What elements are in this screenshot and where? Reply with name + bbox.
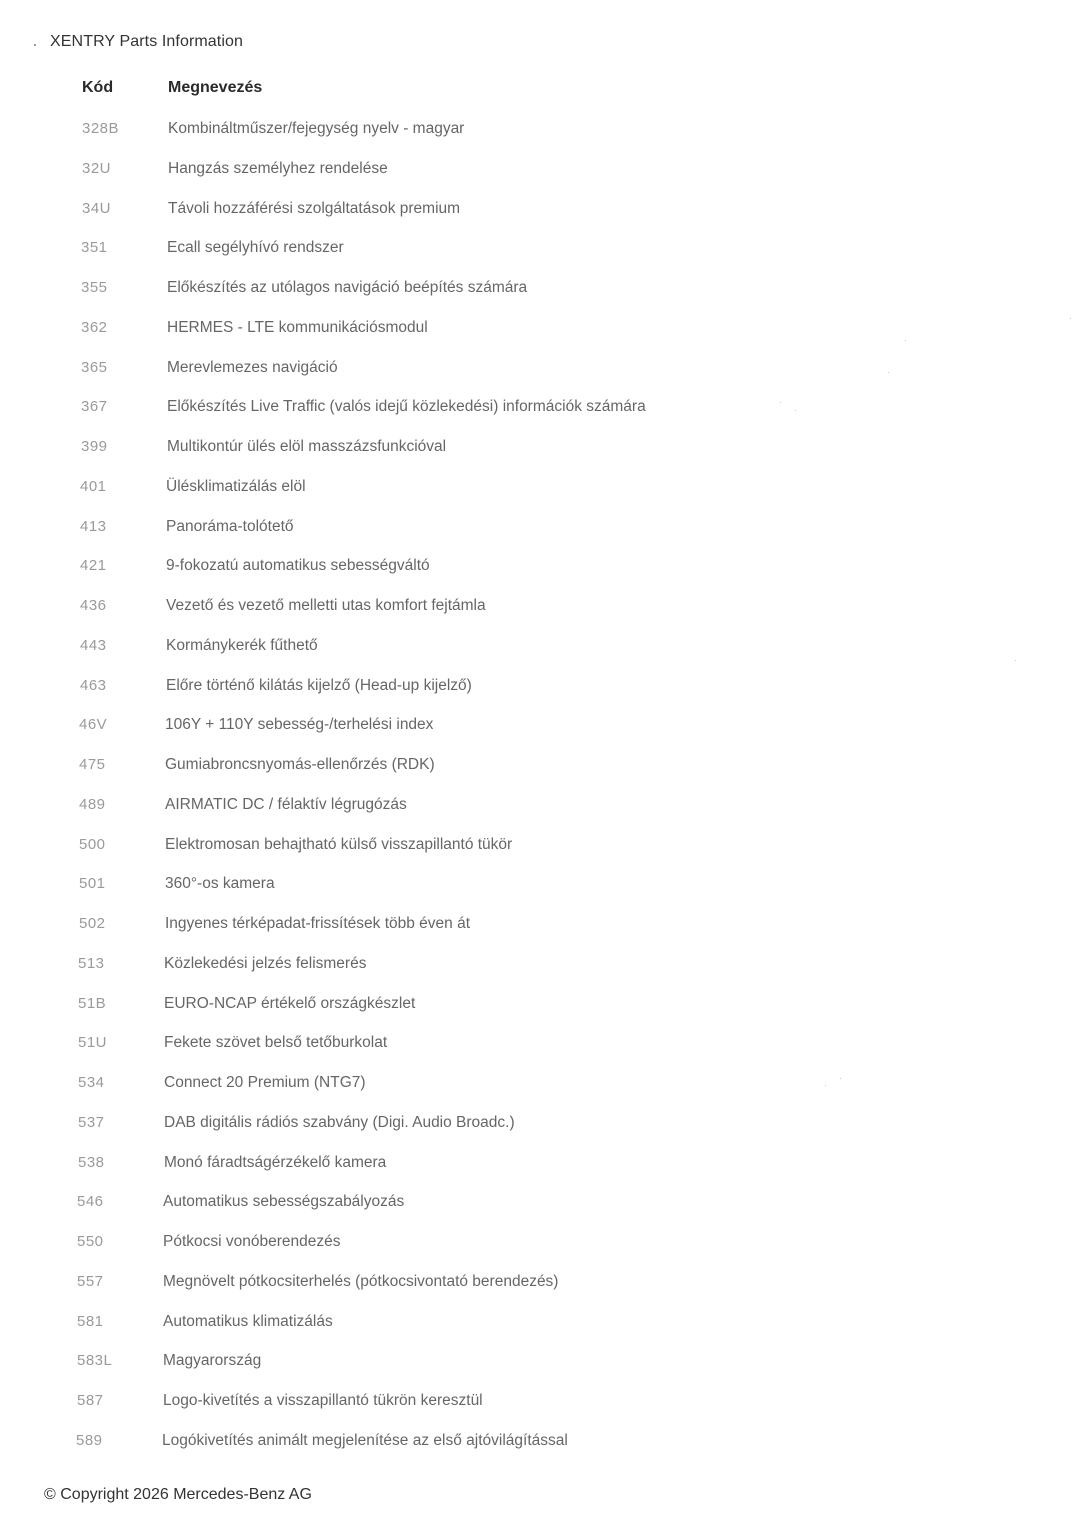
option-code: 538: [78, 1153, 105, 1171]
option-code: 46V: [79, 716, 108, 734]
option-name: Logo-kivetítés a visszapillantó tükrön keresztül: [163, 1392, 483, 1409]
option-name: Merevlemezes navigáció: [167, 358, 338, 376]
scan-speck: [1015, 660, 1016, 661]
scan-speck: [840, 1078, 841, 1079]
table-row: [0, 597, 1086, 637]
option-name: 9-fokozatú automatikus sebességváltó: [166, 557, 430, 575]
table-row: [0, 279, 1086, 319]
option-name: DAB digitális rádiós szabvány (Digi. Audio Broadc.): [164, 1113, 515, 1131]
column-header-code: Kód: [82, 79, 114, 96]
scan-speck: [1070, 318, 1071, 319]
table-row: [0, 518, 1086, 558]
table-row: [0, 1154, 1086, 1194]
option-name: Monó fáradtságérzékelő kamera: [164, 1153, 387, 1171]
option-name: Logókivetítés animált megjelenítése az első ajtóvilágítással: [162, 1431, 568, 1449]
option-code: 502: [79, 915, 106, 932]
column-header-name: Megnevezés: [168, 79, 263, 96]
option-code: 413: [80, 517, 107, 535]
option-name: AIRMATIC DC / félaktív légrugózás: [165, 795, 407, 813]
option-code: 351: [81, 239, 108, 257]
page-header-title: XENTRY Parts Information: [50, 33, 243, 50]
option-name: Előkészítés Live Traffic (valós idejű közlekedési) információk számára: [167, 398, 646, 416]
option-code: 399: [81, 438, 108, 455]
table-row: [0, 239, 1086, 279]
table-row: [0, 120, 1086, 160]
table-row: [0, 836, 1086, 876]
table-row: [0, 875, 1086, 915]
option-name: Gumiabroncsnyomás-ellenőrzés (RDK): [165, 756, 435, 773]
option-code: 501: [79, 875, 106, 893]
copyright-footer: © Copyright 2026 Mercedes-Benz AG: [44, 1486, 312, 1503]
option-name: Közlekedési jelzés felismerés: [164, 954, 367, 972]
scan-speck: [888, 372, 889, 373]
option-code: 355: [81, 279, 108, 296]
option-name: Megnövelt pótkocsiterhelés (pótkocsivontató berendezés): [163, 1272, 559, 1290]
table-row: [0, 1313, 1086, 1353]
option-code: 546: [77, 1193, 104, 1211]
option-code: 550: [77, 1233, 104, 1250]
option-code: 362: [81, 318, 108, 336]
option-code: 463: [80, 676, 107, 694]
option-code: 589: [76, 1431, 103, 1449]
table-row: [0, 637, 1086, 677]
option-name: EURO-NCAP értékelő országkészlet: [164, 994, 416, 1012]
option-code: 587: [77, 1392, 104, 1409]
option-name: Magyarország: [163, 1352, 262, 1370]
option-code: 537: [78, 1113, 105, 1131]
option-name: Hangzás személyhez rendelése: [168, 159, 388, 177]
table-row: [0, 1273, 1086, 1313]
option-name: Panoráma-tolótető: [166, 517, 294, 535]
table-row: [0, 438, 1086, 478]
option-code: 581: [77, 1312, 104, 1330]
option-name: Ecall segélyhívó rendszer: [167, 239, 344, 257]
table-row: [0, 1432, 1086, 1472]
table-row: [0, 200, 1086, 240]
option-code: 513: [78, 954, 105, 972]
table-body: [0, 120, 1086, 1472]
option-name: Connect 20 Premium (NTG7): [164, 1074, 366, 1091]
option-name: 106Y + 110Y sebesség-/terhelési index: [165, 716, 434, 734]
table-row: [0, 398, 1086, 438]
option-code: 534: [78, 1074, 105, 1091]
option-code: 34U: [82, 199, 112, 217]
option-code: 583L: [77, 1352, 113, 1370]
scan-speck: [780, 402, 781, 403]
option-code: 557: [77, 1272, 104, 1290]
table-row: [0, 796, 1086, 836]
table-row: [0, 1074, 1086, 1114]
table-row: [0, 1193, 1086, 1233]
scan-speck: [825, 1085, 826, 1086]
option-name: 360°-os kamera: [165, 875, 275, 893]
table-row: [0, 1392, 1086, 1432]
option-name: Ülésklimatizálás elöl: [166, 477, 306, 495]
table-row: [0, 995, 1086, 1035]
option-code: 401: [80, 477, 107, 495]
option-name: Távoli hozzáférési szolgáltatások premium: [168, 199, 461, 217]
option-name: Automatikus sebességszabályozás: [163, 1193, 405, 1211]
scan-speck: [905, 340, 906, 341]
option-name: Előkészítés az utólagos navigáció beépítés számára: [167, 279, 528, 296]
table-row: [0, 319, 1086, 359]
option-name: HERMES - LTE kommunikációsmodul: [167, 318, 428, 336]
option-code: 475: [79, 756, 106, 773]
table-row: [0, 359, 1086, 399]
option-code: 421: [80, 557, 107, 575]
table-row: [0, 1233, 1086, 1273]
option-name: Fekete szövet belső tetőburkolat: [164, 1034, 388, 1052]
option-code: 443: [80, 636, 107, 654]
table-row: [0, 1352, 1086, 1392]
table-row: [0, 1114, 1086, 1154]
option-name: Kormánykerék fűthető: [166, 636, 318, 654]
option-code: 489: [79, 795, 106, 813]
table-row: [0, 955, 1086, 995]
table-row: [0, 160, 1086, 200]
option-code: 367: [81, 398, 108, 416]
table-row: [0, 677, 1086, 717]
option-code: 328B: [82, 120, 120, 137]
option-name: Elektromosan behajtható külső visszapillantó tükör: [165, 835, 513, 853]
option-code: 500: [79, 835, 106, 853]
table-row: [0, 478, 1086, 518]
option-name: Pótkocsi vonóberendezés: [163, 1233, 341, 1250]
table-row: [0, 756, 1086, 796]
option-name: Előre történő kilátás kijelző (Head-up kijelző): [166, 676, 472, 694]
table-row: [0, 1034, 1086, 1074]
option-name: Vezető és vezető melletti utas komfort fejtámla: [166, 597, 486, 614]
option-name: Automatikus klimatizálás: [163, 1312, 333, 1330]
option-code: 365: [81, 358, 108, 376]
option-code: 51B: [78, 994, 107, 1012]
table-row: [0, 716, 1086, 756]
option-code: 436: [80, 597, 107, 614]
option-name: Kombináltműszer/fejegység nyelv - magyar: [168, 120, 465, 137]
option-code: 51U: [78, 1034, 108, 1052]
option-code: 32U: [82, 159, 112, 177]
option-name: Multikontúr ülés elöl masszázsfunkcióval: [167, 438, 447, 455]
bullet-dot: [34, 44, 36, 46]
scan-speck: [795, 410, 796, 411]
table-row: [0, 557, 1086, 597]
table-row: [0, 915, 1086, 955]
option-name: Ingyenes térképadat-frissítések több éven át: [165, 915, 471, 932]
